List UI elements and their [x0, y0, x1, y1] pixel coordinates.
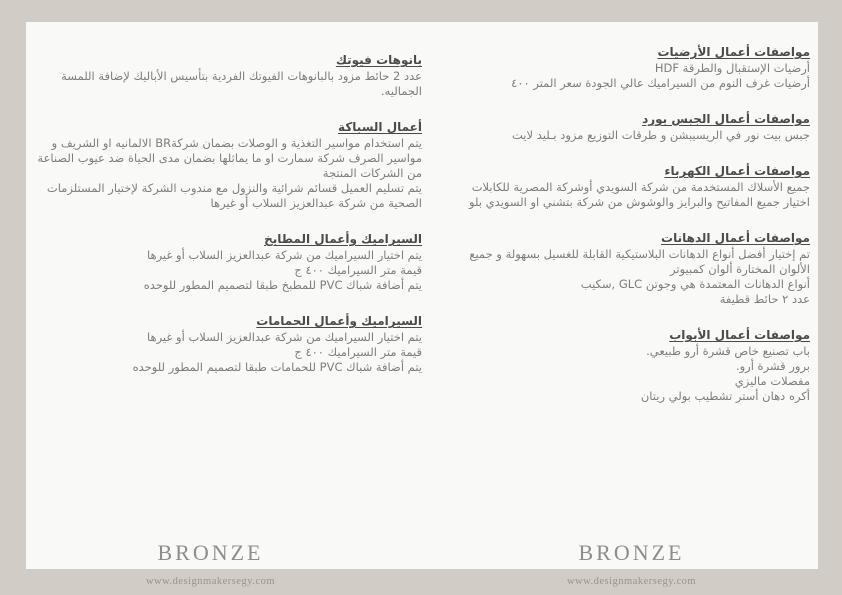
content-sheet	[26, 22, 818, 569]
spec-line: يتم استخدام مواسير التغذية و الوصلات بضمان شركةBR الالمانيه او الشريف و	[51, 136, 422, 150]
spec-line: الصحية من شركة عبدالعزيز السلاب أو غيرها	[210, 196, 422, 210]
bronze-logo: BRONZE	[157, 540, 264, 565]
section-kitchen-ceramic	[34, 231, 422, 293]
section-heading: مواصفات أعمال الأرضيات	[657, 45, 810, 59]
website-url: www.designmakersegy.com	[566, 576, 697, 587]
spec-line: يتم أضافة شباك PVC للمطبخ طبقا لتصميم المطور للوحده	[143, 278, 422, 292]
spec-line: يتم تسليم العميل قسائم شرائية والنزول مع مندوب الشركة لإختيار المستلزمات	[46, 181, 422, 195]
section-flooring	[422, 44, 810, 91]
spec-line: مواسير الصرف شركة سمارت او ما يماثلها بضمان مدى الحياة ضد عيوب الصناعة	[37, 151, 422, 165]
section-doors	[422, 327, 810, 404]
section-heading: مواصفات أعمال الأبواب	[669, 328, 810, 342]
bronze-logo: BRONZE	[578, 540, 685, 565]
website-url: www.designmakersegy.com	[145, 576, 276, 587]
spec-line: أكره دهان أستر تشطيب بولي ريتان	[640, 389, 810, 403]
section-heading: السيراميك وأعمال المطابخ	[264, 232, 422, 246]
section-heading: مواصفات أعمال الجبس بورد	[642, 112, 810, 126]
section-electricity	[422, 163, 810, 210]
column-right	[422, 44, 810, 424]
spec-line: قيمة متر السيراميك ٤٠٠ ج	[294, 263, 422, 277]
spec-columns	[26, 22, 818, 424]
section-paints	[422, 230, 810, 307]
spec-line: جبس بيت نور في الريسيبشن و طرقات التوزيع مزود بـليد لايت	[512, 128, 810, 142]
section-gypsum-board	[422, 111, 810, 143]
section-panels	[34, 52, 422, 99]
spec-line: يتم اختيار السيراميك من شركة عبدالعزيز السلاب أو غيرها	[147, 248, 422, 262]
spec-line: جميع الأسلاك المستخدمة من شركة السويدي أوشركة المصرية للكابلات	[471, 180, 810, 194]
spec-line: تم إختيار أفضل أنواع الدهانات البلاستيكية القابلة للغسيل بسهولة و جميع	[469, 247, 810, 261]
spec-line: يتم أضافة شباك PVC للحمامات طبقا لتصميم المطور للوحده	[132, 360, 422, 374]
spec-line: عدد ٢ حائط قطيفة	[719, 292, 810, 306]
spec-line: من الشركات المنتجة	[322, 166, 422, 180]
spec-line: أنواع الدهانات المعتمدة هي وجوتن GLC ,سكيب	[580, 277, 810, 291]
spec-line: الجماليه.	[380, 84, 422, 98]
spec-line: باب تصنيع خاص قشرة أرو طبيعي.	[646, 344, 810, 358]
column-left	[34, 44, 422, 424]
section-heading: مواصفات أعمال الدهانات	[661, 231, 810, 245]
section-bathroom-ceramic	[34, 313, 422, 375]
section-heading: مواصفات أعمال الكهرباء	[664, 164, 810, 178]
section-heading: السيراميك وأعمال الحمامات	[256, 314, 422, 328]
spec-line: برور قشرة أرو.	[735, 359, 810, 373]
spec-line: أرضيات غرف النوم من السيراميك عالي الجودة سعر المتر ٤٠٠	[511, 76, 810, 90]
spec-line: يتم اختيار السيراميك من شركة عبدالعزيز السلاب أو غيرها	[147, 330, 422, 344]
spec-line: مفصلات ماليزي	[734, 374, 810, 388]
spec-line: الألوان المختارة ألوان كمبيوتر	[670, 262, 810, 276]
section-heading: أعمال السباكة	[338, 120, 422, 134]
spec-line: قيمة متر السيراميك ٤٠٠ ج	[294, 345, 422, 359]
section-heading: بانوهات فيوتك	[335, 53, 422, 67]
spec-line: اختيار جميع المفاتيح والبرايز والوشوش من شركة بتشني او السويدي بلو	[469, 195, 810, 209]
spec-line: أرضيات الإستقبال والطرقة HDF	[654, 61, 810, 75]
spec-line: عدد 2 حائط مزود بالبانوهات الفيوتك الفردية بتأسيس الأباليك لإضافة اللمسة	[61, 69, 422, 83]
section-plumbing	[34, 119, 422, 211]
